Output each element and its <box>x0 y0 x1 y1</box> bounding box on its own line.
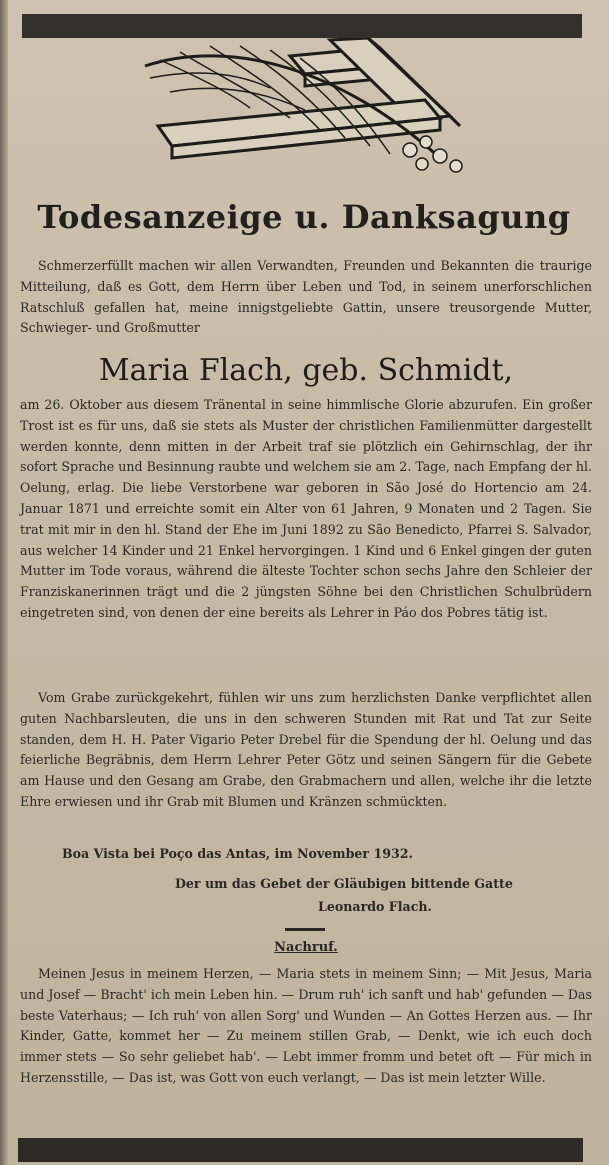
top-border-bar <box>22 14 582 38</box>
cross-and-palm-icon <box>140 38 480 188</box>
notice-heading: Todesanzeige u. Danksagung <box>37 198 571 236</box>
bottom-border-bar <box>18 1138 583 1162</box>
section-divider <box>285 928 325 931</box>
thanks-paragraph <box>20 688 592 813</box>
thanks-text: Vom Grabe zurückgekehrt, fühlen wir uns zum herzlichsten Danke verpflichtet allen guten Nachbarsleuten, die uns in den schweren Stunden mit Rat und Tat zur Seite standen, dem H. H. Pater Vigario Peter Drebel für die Spendung der hl. Oelung und das feierliche Begräbnis, dem Herrn Lehrer Peter Götz und seinen Sängern für die Gebete am Hause und den Gesang am Grabe, den Grabmachern und allen, welche ihr die letzte Ehre erwiesen und ihr Grab mit Blumen und Kränzen schmückten. <box>20 690 592 809</box>
intro-paragraph <box>20 256 592 339</box>
intro-text: Schmerzerfüllt machen wir allen Verwandten, Freunden und Bekannten die traurige Mitteilung, daß es Gott, dem Herrn über Leben und Tod, in seinem unerforschlichen Ratschluß gefallen hat, meine innigstgeliebte Gattin, unsere treusorgende Mutter, Schwieger- und Großmutter <box>20 258 592 336</box>
obituary-body-text: am 26. Oktober aus diesem Tränental in seine himmlische Glorie abzurufen. Ein großer Trost ist es für uns, daß sie stets als Muster der christlichen Familienmütter dargestellt werden konnte, denn mitten in der Arbeit traf sie plötzlich ein Gehirnschlag, der ihr sofort Sprache und Besinnung raubte und welchem sie am 2. Tage, nach Empfang der hl. Oelung, erlag. Die liebe Verstorbene war geboren in São José do Hortencio am 24. Januar 1871 und erreichte somit ein Alter von 61 Jahren, 9 Monaten und 2 Tagen. Sie trat mit mir in den hl. Stand der Ehe im Juni 1892 zu São Benedicto, Pfarrei S. Salvador, aus welcher 14 Kinder und 21 Enkel hervorgingen. 1 Kind und 6 Enkel gingen der guten Mutter im Tode voraus, während die älteste Tochter schon sechs Jahre den Schleier der Franziskanerinnen trägt und die 2 jüngsten Söhne bei den Christlichen Schulbrüdern eingetreten sind, von denen der eine bereits als Lehrer in Páo dos Pobres tätig ist. <box>20 397 592 620</box>
page-edge-shadow <box>0 0 8 1165</box>
closing-line: Der um das Gebet der Gläubigen bittende Gatte <box>175 876 513 891</box>
signature: Leonardo Flach. <box>318 899 432 914</box>
obituary-body <box>20 395 592 624</box>
nachruf-verse <box>20 964 592 1089</box>
nachruf-text: Meinen Jesus in meinem Herzen, — Maria stets in meinem Sinn; — Mit Jesus, Maria und Josef — Bracht' ich mein Leben hin. — Drum ruh' ich sanft und hab' gefunden — Das beste Vaterhaus; — Ich ruh' von allen Sorg' und Wunden — An Gottes Herzen aus. — Ihr Kinder, Gatte, kommet her — Zu meinem stillen Grab, — Denkt, wie ich euch doch immer stets — So sehr geliebet hab'. — Lebt immer fromm und betet oft — Für mich in Herzensstille, — Das ist, was Gott von euch verlangt, — Das ist mein letzter Wille. <box>20 966 592 1085</box>
deceased-name: Maria Flach, geb. Schmidt, <box>98 353 514 388</box>
place-and-date: Boa Vista bei Poço das Antas, im November 1932. <box>62 846 413 861</box>
nachruf-heading: Nachruf. <box>274 940 338 955</box>
